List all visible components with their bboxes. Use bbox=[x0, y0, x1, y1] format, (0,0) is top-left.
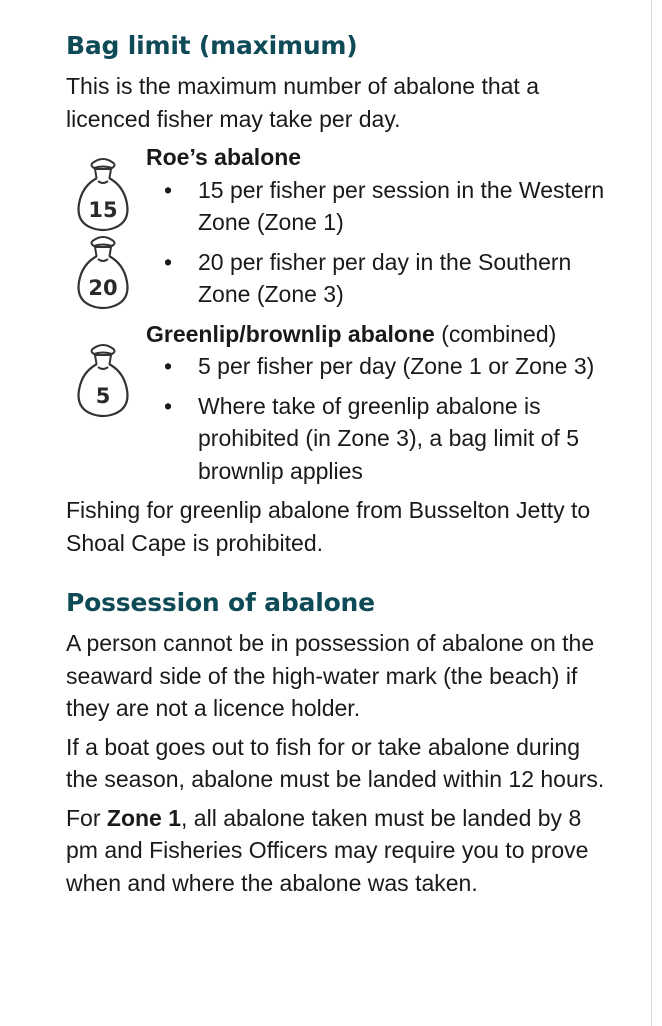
page-edge-rule bbox=[651, 0, 652, 1026]
possession-paragraph-2: If a boat goes out to fish for or take abalone during the season, abalone must be landed within 12 hours. bbox=[66, 733, 605, 792]
roes-abalone-bullets bbox=[164, 174, 606, 311]
bag-limit-intro: This is the maximum number of abalone that a licenced fisher may take per day. bbox=[66, 73, 540, 132]
page-content bbox=[66, 26, 606, 899]
possession-paragraph-1: A person cannot be in possession of abalone on the seaward side of the high-water mark (the beach) if they are not a licence holder. bbox=[66, 630, 595, 721]
p3-zone: Zone 1 bbox=[106, 804, 182, 831]
greenlip-abalone-section bbox=[66, 318, 606, 488]
possession-heading: Possession of abalone bbox=[66, 588, 375, 617]
p3-before: For bbox=[66, 804, 107, 831]
greenlip-abalone-title-suffix: (combined) bbox=[434, 320, 557, 347]
greenlip-abalone-title-text: Greenlip/brownlip abalone bbox=[146, 320, 435, 347]
bag-5-label: 5 bbox=[95, 384, 111, 408]
greenlip-abalone-title bbox=[146, 318, 606, 351]
list-item: • Where take of greenlip abalone is prohibited (in Zone 3), a bag limit of 5 brownlip applies bbox=[164, 390, 606, 488]
greenlip-prohibition-note: Fishing for greenlip abalone from Busselton Jetty to Shoal Cape is prohibited. bbox=[66, 497, 591, 556]
bag-15-label: 15 bbox=[88, 198, 118, 222]
roes-abalone-title-text: Roe’s abalone bbox=[146, 144, 302, 170]
roes-abalone-title bbox=[146, 141, 606, 174]
roes-abalone-section bbox=[66, 141, 606, 311]
bag-20-label: 20 bbox=[88, 276, 118, 300]
greenlip-abalone-bullets bbox=[164, 350, 606, 487]
bag-limit-heading: Bag limit (maximum) bbox=[66, 31, 358, 60]
list-item: • 20 per fisher per day in the Southern Zone (Zone 3) bbox=[164, 246, 606, 311]
possession-paragraph-3 bbox=[66, 802, 606, 900]
list-item: • 5 per fisher per day (Zone 1 or Zone 3) bbox=[164, 350, 606, 383]
p3-after: , all abalone taken must be landed by 8 pm and Fisheries Officers may require you to prove when and where the abalone was taken. bbox=[66, 804, 589, 896]
list-item: • 15 per fisher per session in the Western Zone (Zone 1) bbox=[164, 174, 606, 239]
